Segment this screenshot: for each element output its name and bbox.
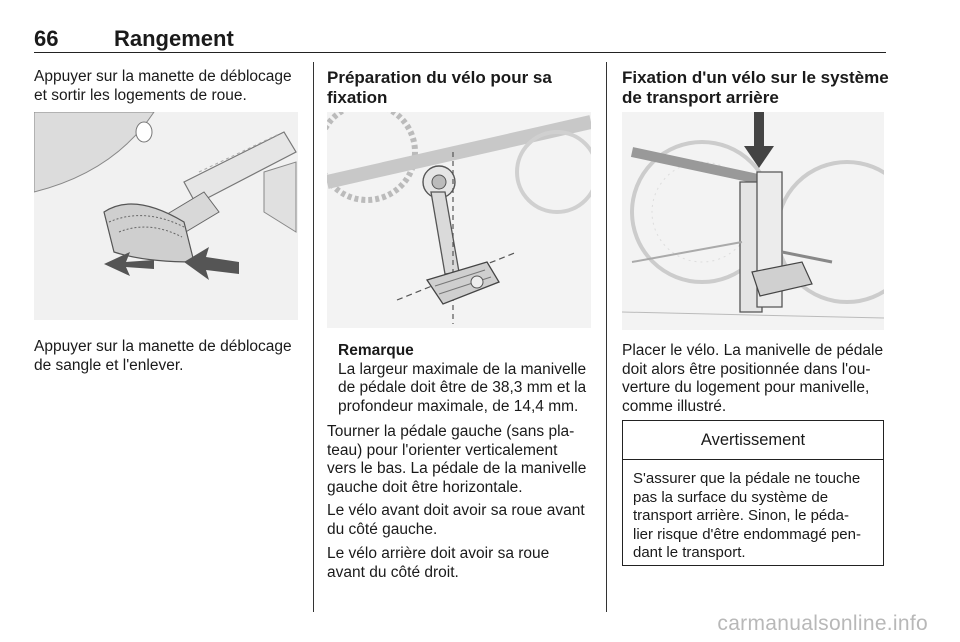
watermark: carmanualsonline.info — [717, 612, 928, 635]
col2-paragraph-2: Le vélo avant doit avoir sa roue avant du côté gauche. — [327, 502, 585, 538]
page-number: 66 — [34, 26, 59, 51]
note-label: Remarque — [338, 342, 414, 359]
col1-paragraph-2: Appuyer sur la manette de déblocage de sangle et l'enlever. — [34, 338, 292, 374]
col2-heading: Préparation du vélo pour sa fixation — [327, 68, 552, 107]
col2-paragraph-1: Tourner la pédale gauche (sans pla- teau) pour l'orienter verticalement vers le bas. La pédale de la manivelle gauche doit être horizontale. — [327, 423, 587, 496]
col1-paragraph-1: Appuyer sur la manette de déblocage et sortir les logements de roue. — [34, 68, 292, 104]
figure-pedal-crank — [327, 112, 591, 328]
col3-paragraph-1: Placer le vélo. La manivelle de pédale doit alors être positionnée dans l'ou- verture du logement pour manivelle, comme illustré. — [622, 342, 884, 415]
column-divider-2 — [606, 62, 607, 612]
warning-text: S'assurer que la pédale ne touche pas la surface du système de transport arrière. Sinon, le péda- lier risque d'être endommagé pen- dant le transport. — [633, 470, 861, 561]
figure-wheel-holder — [34, 112, 298, 320]
column-divider-1 — [313, 62, 314, 612]
note-block: Remarque La largeur maximale de la manivelle de pédale doit être de 38,3 mm et la profondeur maximale, de 14,4 mm. — [338, 342, 600, 416]
page-header — [34, 26, 886, 53]
page-title: Rangement — [114, 26, 234, 51]
warning-title: Avertissement — [623, 421, 883, 460]
figure-bike-carrier — [622, 112, 884, 330]
col3-heading: Fixation d'un vélo sur le système de transport arrière — [622, 68, 889, 107]
col2-paragraph-3: Le vélo arrière doit avoir sa roue avant du côté droit. — [327, 545, 550, 581]
warning-box — [622, 420, 884, 566]
